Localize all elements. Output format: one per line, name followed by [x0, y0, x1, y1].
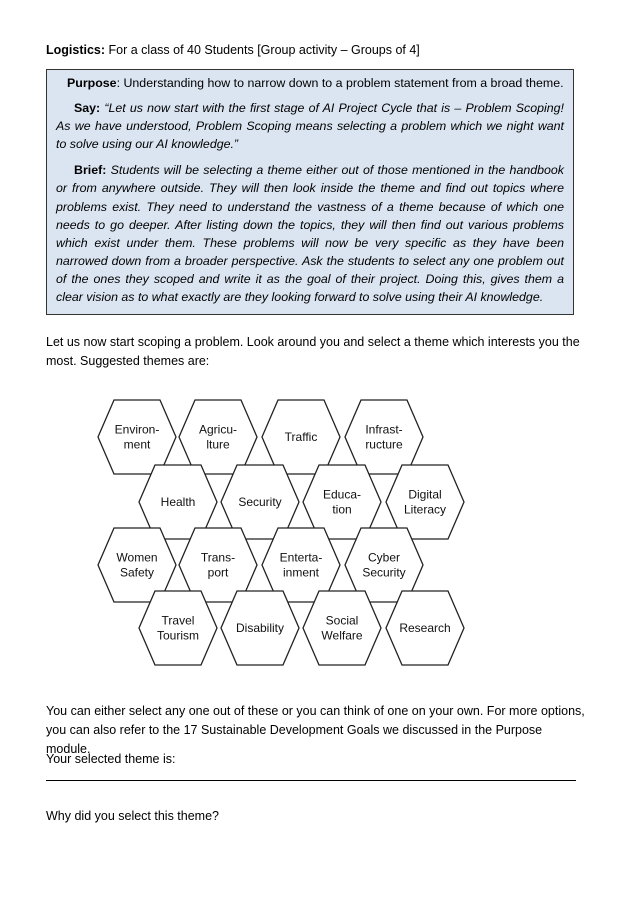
why-prompt: Why did you select this theme? — [46, 809, 219, 823]
brief-label: Brief: — [74, 163, 107, 178]
answer-line[interactable] — [46, 780, 576, 781]
theme-hex-travel-tourism[interactable] — [139, 591, 217, 665]
theme-label: Environ- — [114, 422, 160, 437]
purpose-text: : Understanding how to narrow down to a problem statement from a broad theme. — [116, 76, 564, 90]
theme-hex-disability[interactable] — [221, 591, 299, 665]
theme-hex-research[interactable] — [386, 591, 464, 665]
after-paragraph: You can either select any one out of these or you can think of one on your own. For more options, you can also refer to the 17 Sustainable Development Goals we discussed in the Purpose module. — [46, 704, 585, 756]
theme-label: Agricu- — [198, 422, 238, 437]
theme-label: Trans- — [200, 550, 236, 565]
theme-label: Security — [238, 495, 282, 509]
theme-label: Cyber — [367, 550, 401, 565]
theme-label: Safety — [119, 565, 155, 580]
theme-label: Digital — [408, 487, 442, 502]
theme-label: Traffic — [284, 430, 318, 444]
theme-hex-environment[interactable] — [98, 400, 176, 474]
theme-hex-infrastructure[interactable] — [345, 400, 423, 474]
theme-label: Welfare — [321, 628, 363, 643]
theme-label: port — [207, 565, 229, 580]
theme-label: Enterta- — [279, 550, 323, 565]
theme-label: Security — [362, 565, 406, 580]
theme-label: Disability — [235, 621, 285, 635]
selected-theme-prompt: Your selected theme is: — [46, 752, 176, 766]
theme-hex-social-welfare[interactable] — [303, 591, 381, 665]
theme-label: Research — [399, 621, 451, 635]
theme-label: Educa- — [322, 487, 362, 502]
theme-label: Social — [325, 613, 359, 628]
brief-text: Students will be selecting a theme either out of those mentioned in the handbook or from anywhere outside. They will then look inside the theme and find out topics where problems exist. They need to understand the vastness of a theme because of which one needs to go deeper. After listing down the topics, they will then find out various problems which exist under them. These problems will now be very specific as they have been narrowed down from a broader perspective. Ask the students to select any one problem out of the ones they scoped and write it as the goal of their project. Doing this, gives them a clear vision as to what exactly are they looking forward to solve using their AI knowledge. — [56, 163, 564, 305]
say-label: Say: — [74, 101, 101, 116]
theme-label: Travel — [161, 613, 195, 628]
theme-label: tion — [332, 502, 352, 517]
say-text: “Let us now start with the first stage of AI Project Cycle that is – Problem Scoping! As we have understood, Problem Scoping means selecting a problem which we night want to solve using our AI knowledge.” — [56, 101, 564, 152]
theme-label: Literacy — [403, 502, 447, 517]
theme-label: ructure — [365, 437, 403, 452]
theme-hex-agriculture[interactable] — [179, 400, 257, 474]
theme-hex-traffic[interactable] — [262, 400, 340, 474]
theme-label: ment — [123, 437, 151, 452]
purpose-label: Purpose — [67, 76, 117, 90]
theme-label: Infrast- — [365, 422, 403, 437]
intro-paragraph: Let us now start scoping a problem. Look around you and select a theme which interests you the most. Suggested themes are: — [46, 335, 580, 368]
theme-label: inment — [282, 565, 320, 580]
logistics-label: Logistics: — [46, 43, 106, 57]
logistics-text: For a class of 40 Students [Group activity – Groups of 4] — [105, 43, 420, 57]
theme-label: Health — [160, 495, 196, 509]
theme-label: Tourism — [156, 628, 200, 643]
theme-label: Women — [116, 550, 158, 565]
theme-label: lture — [206, 437, 230, 452]
